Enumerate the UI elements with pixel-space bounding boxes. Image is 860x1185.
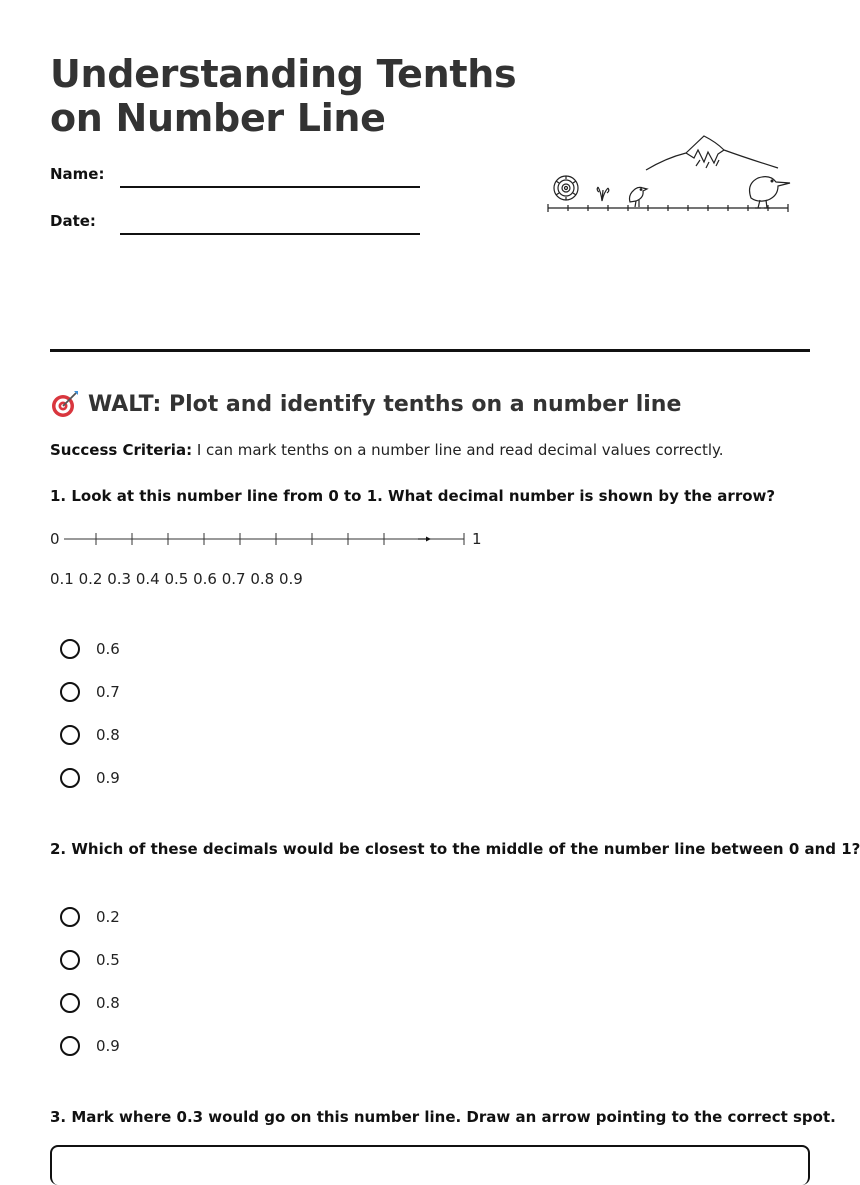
kiwi-bird-icon xyxy=(750,177,790,208)
q1-option-1-label: 0.6 xyxy=(96,640,120,658)
title-line-2: on Number Line xyxy=(50,96,386,140)
q2-option-1[interactable] xyxy=(60,904,120,930)
q1-option-1[interactable] xyxy=(60,636,120,662)
number-line-tick-labels: 0.1 0.2 0.3 0.4 0.5 0.6 0.7 0.8 0.9 xyxy=(50,570,303,588)
name-input-line[interactable] xyxy=(120,186,420,188)
success-criteria xyxy=(50,441,724,459)
q2-option-1-radio[interactable] xyxy=(60,907,80,927)
question-3-text: 3. Mark where 0.3 would go on this number line. Draw an arrow pointing to the correct spot. xyxy=(50,1108,836,1126)
success-criteria-label: Success Criteria: xyxy=(50,441,193,459)
q1-option-4[interactable] xyxy=(60,765,120,791)
fern-icon xyxy=(597,187,609,201)
q2-option-3-label: 0.8 xyxy=(96,994,120,1012)
small-bird-icon xyxy=(630,187,648,207)
number-line-end-label: 1 xyxy=(472,530,482,548)
q2-option-4-label: 0.9 xyxy=(96,1037,120,1055)
question-2-text: 2. Which of these decimals would be closest to the middle of the number line between 0 and 1? xyxy=(50,840,860,858)
q2-option-4-radio[interactable] xyxy=(60,1036,80,1056)
illustration-number-line xyxy=(548,204,788,212)
q1-option-2-label: 0.7 xyxy=(96,683,120,701)
number-line-ticks xyxy=(64,533,464,545)
mountain-icon xyxy=(646,136,778,170)
name-label: Name: xyxy=(50,165,105,183)
date-label: Date: xyxy=(50,212,96,230)
walt-heading xyxy=(50,388,681,420)
date-input-line[interactable] xyxy=(120,233,420,235)
q1-option-3-radio[interactable] xyxy=(60,725,80,745)
q1-option-4-radio[interactable] xyxy=(60,768,80,788)
q1-option-3[interactable] xyxy=(60,722,120,748)
q1-option-4-label: 0.9 xyxy=(96,769,120,787)
success-criteria-text: I can mark tenths on a number line and read decimal values correctly. xyxy=(192,441,724,459)
q2-option-3[interactable] xyxy=(60,990,120,1016)
worksheet-page xyxy=(50,0,860,1161)
walt-text: WALT: Plot and identify tenths on a number line xyxy=(88,391,682,417)
koru-spiral-icon xyxy=(554,176,578,200)
number-line-arrow xyxy=(418,537,431,542)
q2-option-2-label: 0.5 xyxy=(96,951,120,969)
question-3-answer-box[interactable] xyxy=(50,1145,810,1185)
section-divider xyxy=(50,349,810,352)
number-line-start-label: 0 xyxy=(50,530,60,548)
q1-option-1-radio[interactable] xyxy=(60,639,80,659)
q2-option-2-radio[interactable] xyxy=(60,950,80,970)
q2-option-2[interactable] xyxy=(60,947,120,973)
q1-option-2[interactable] xyxy=(60,679,120,705)
page-title xyxy=(50,52,516,140)
target-icon xyxy=(50,389,80,419)
q1-option-2-radio[interactable] xyxy=(60,682,80,702)
q2-option-1-label: 0.2 xyxy=(96,908,120,926)
question-1-number-line xyxy=(50,528,530,550)
q2-option-3-radio[interactable] xyxy=(60,993,80,1013)
q1-option-3-label: 0.8 xyxy=(96,726,120,744)
q2-option-4[interactable] xyxy=(60,1033,120,1059)
title-line-1: Understanding Tenths xyxy=(50,52,517,96)
header-illustration xyxy=(546,128,796,218)
question-1-text: 1. Look at this number line from 0 to 1. What decimal number is shown by the arrow? xyxy=(50,487,776,505)
